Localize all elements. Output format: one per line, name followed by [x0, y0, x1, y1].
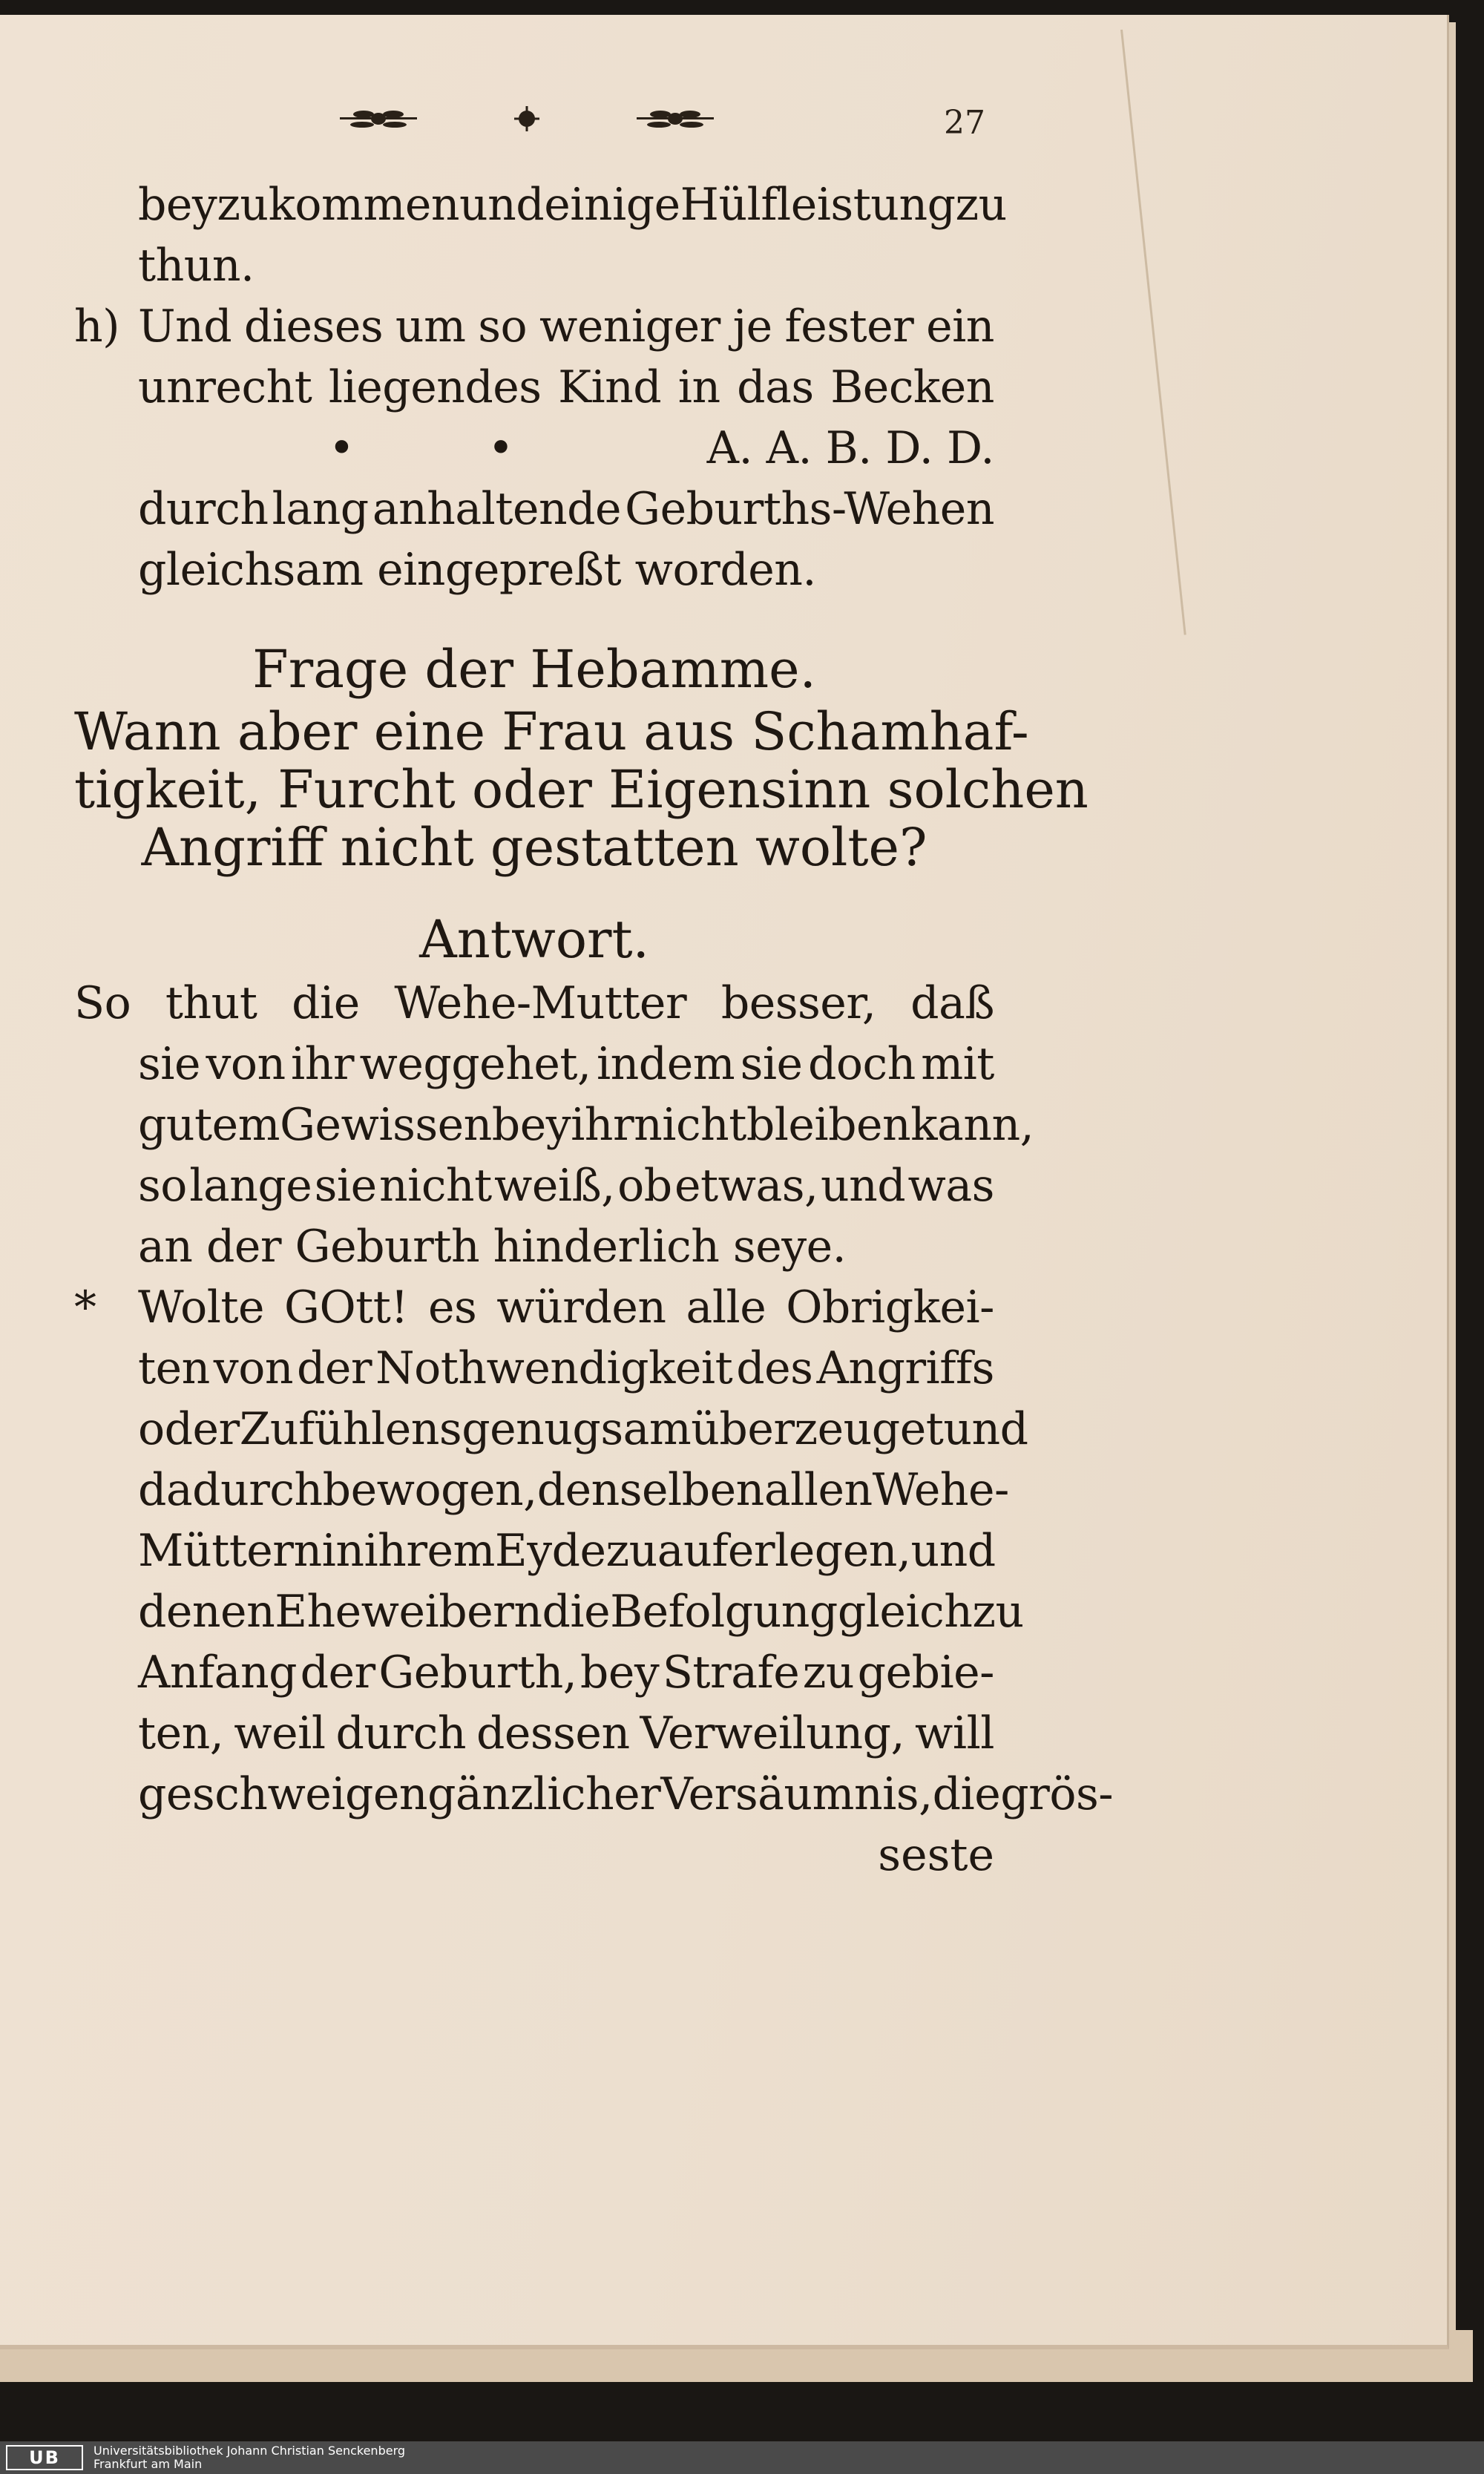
line-marker: h) [74, 301, 120, 352]
word: indem [596, 1038, 735, 1090]
word: was [907, 1160, 994, 1212]
answer-line-8 [74, 1399, 1028, 1460]
word: Becken [830, 361, 994, 413]
line-text [138, 479, 994, 539]
line-text [138, 1034, 994, 1095]
word: will [915, 1707, 994, 1759]
line-text: thun. [138, 240, 255, 292]
word: und [910, 1525, 996, 1577]
word: gebie- [857, 1647, 994, 1699]
word: lange [189, 1160, 312, 1212]
word: kann, [910, 1099, 1034, 1151]
library-footer [0, 2441, 1484, 2474]
word: in [677, 361, 720, 413]
line-text [138, 296, 994, 357]
answer-line-10 [74, 1520, 994, 1581]
word: in [321, 1525, 364, 1577]
word: durch [335, 1707, 466, 1759]
word: und [459, 179, 545, 231]
continuation-line-1 [74, 174, 1007, 235]
word: Obrigkei- [786, 1282, 994, 1333]
word: Angriffs [816, 1342, 994, 1394]
word: Eyde [494, 1525, 606, 1577]
word: sie [740, 1038, 803, 1090]
word: und [943, 1403, 1028, 1455]
word: doch [808, 1038, 916, 1090]
word: ihr [571, 1099, 634, 1151]
word: Wehe- [872, 1464, 1009, 1516]
word: gleich [837, 1586, 973, 1638]
page-number: 27 [944, 104, 985, 142]
continuation2-line-1 [74, 479, 994, 539]
answer-line-1 [74, 973, 994, 1034]
word: etwas, [674, 1160, 818, 1212]
answer-heading: Antwort. [419, 909, 649, 970]
word: Müttern [138, 1525, 322, 1577]
answer-line-11 [74, 1581, 1024, 1642]
word: Und [138, 301, 232, 352]
question-line-2 [74, 759, 1089, 820]
word: geschweigen [138, 1768, 428, 1820]
header-ornament [334, 96, 720, 141]
word: gänzlicher [427, 1768, 661, 1820]
abbreviation-line [74, 418, 994, 479]
footer-line-2: Frankfurt am Main [93, 2457, 203, 2471]
line-text [138, 1460, 1009, 1520]
word: bleiben [746, 1099, 911, 1151]
word: so [138, 1160, 187, 1212]
word: Wehe-Mutter [394, 977, 687, 1029]
answer-line-9 [74, 1460, 1009, 1520]
question-text [74, 701, 1089, 878]
word: Verweilung, [640, 1707, 905, 1759]
word: ten, [138, 1707, 224, 1759]
word: Hülfleistung [680, 179, 956, 231]
dots-glyphs: • • [328, 422, 574, 474]
answer-line-6 [74, 1277, 994, 1338]
line-text [138, 1520, 994, 1581]
section-continuation-2 [74, 479, 994, 600]
word: der [300, 1647, 375, 1699]
word: besser, [720, 977, 876, 1029]
word: Nothwendigkeit [375, 1342, 733, 1394]
word: überzeuget [691, 1403, 944, 1455]
word: zu [802, 1647, 855, 1699]
line-text: tigkeit, Furcht oder Eigensinn solchen [74, 759, 1089, 820]
line-text [138, 1703, 994, 1764]
ornament-left-icon [334, 104, 423, 134]
word: sie [138, 1038, 200, 1090]
word: Versäumnis, [660, 1768, 933, 1820]
word: Gewissen [280, 1099, 492, 1151]
word: weiß, [494, 1160, 615, 1212]
word: von [213, 1342, 293, 1394]
line-text [138, 1399, 1028, 1460]
word: lang [272, 483, 369, 535]
footer-line-1: Universitätsbibliothek Johann Christian Senckenberg [93, 2444, 406, 2458]
word: ein [926, 301, 994, 352]
word: So [74, 977, 131, 1029]
word: sie [314, 1160, 377, 1212]
abbreviation-text: A. A. B. D. D. [706, 422, 994, 474]
word: unrecht [138, 361, 312, 413]
page-crease [1120, 30, 1186, 635]
word: die [292, 977, 360, 1029]
continuation2-line-2 [74, 539, 994, 600]
word: Befolgung [610, 1586, 838, 1638]
question-line-1 [74, 701, 1029, 762]
word: von [206, 1038, 286, 1090]
answer-line-12 [74, 1642, 994, 1703]
word: ob [617, 1160, 672, 1212]
question-heading: Frage der Hebamme. [252, 639, 816, 700]
word: dieses [243, 301, 384, 352]
word: es [427, 1282, 477, 1333]
answer-line-14 [74, 1764, 1114, 1825]
question-line-3 [74, 818, 994, 876]
line-text [138, 357, 994, 418]
word: liegendes [328, 361, 542, 413]
line-text: Wann aber eine Frau aus Schamhaf- [74, 701, 1029, 762]
catchword: seste [878, 1829, 994, 1881]
word: nicht [378, 1160, 492, 1212]
word: die [932, 1768, 1001, 1820]
word: Geburth, [378, 1647, 577, 1699]
book-page [0, 15, 1449, 2349]
line-text: an der Geburth hinderlich seye. [138, 1221, 847, 1273]
word: bey [491, 1099, 571, 1151]
word: allen [764, 1464, 873, 1516]
word: Zufühlens [239, 1403, 462, 1455]
line-text [138, 174, 1007, 235]
word: ihr [291, 1038, 355, 1090]
word: würden [496, 1282, 666, 1333]
continuation-line-3 [74, 296, 994, 357]
section-continuation [74, 174, 1007, 418]
line-text [138, 1764, 1114, 1825]
word: ihrem [364, 1525, 495, 1577]
answer-line-4 [74, 1155, 994, 1216]
answer-line-13 [74, 1703, 994, 1764]
answer-text [74, 973, 1114, 1825]
word: denen [138, 1586, 275, 1638]
word: GOtt! [284, 1282, 408, 1333]
word: weil [234, 1707, 326, 1759]
word: je [732, 301, 772, 352]
word: Wolte [138, 1282, 265, 1333]
word: des [736, 1342, 813, 1394]
line-text [138, 1277, 994, 1338]
body-text [74, 174, 1114, 1886]
word: alle [686, 1282, 766, 1333]
word: daß [910, 977, 994, 1029]
word: nicht [634, 1099, 746, 1151]
word: weniger [539, 301, 720, 352]
word: ten [138, 1342, 210, 1394]
ornament-right-icon [631, 104, 720, 134]
word: weggehet, [359, 1038, 591, 1090]
word: Geburths-Wehen [625, 483, 994, 535]
answer-line-2 [74, 1034, 994, 1095]
line-marker: * [74, 1282, 96, 1333]
word: thut [165, 977, 257, 1029]
word: beyzukommen [138, 179, 459, 231]
line-text [138, 1581, 1024, 1642]
word: zu [972, 1586, 1024, 1638]
word: grös- [1000, 1768, 1114, 1820]
word: zu [955, 179, 1007, 231]
word: oder [138, 1403, 240, 1455]
answer-line-5 [74, 1216, 994, 1277]
continuation-line-4 [74, 357, 994, 418]
word: denselben [536, 1464, 764, 1516]
word: und [820, 1160, 906, 1212]
word: der [297, 1342, 372, 1394]
answer-line-7 [74, 1338, 994, 1399]
line-text [138, 1155, 994, 1216]
word: genugsam [462, 1403, 692, 1455]
word: Anfang [138, 1647, 298, 1699]
ub-logo: UB [6, 2445, 83, 2470]
line-text: gleichsam eingepreßt worden. [138, 544, 816, 596]
word: das [737, 361, 814, 413]
word: gutem [138, 1099, 280, 1151]
word: durch [138, 483, 269, 535]
line-text [138, 1095, 1034, 1155]
word: fester [784, 301, 914, 352]
continuation-line-2 [74, 235, 994, 296]
word: einige [544, 179, 680, 231]
word: bewogen, [322, 1464, 537, 1516]
word: bey [580, 1647, 660, 1699]
word: so [478, 301, 528, 352]
line-text: Angriff nicht gestatten wolte? [141, 817, 928, 878]
line-text [138, 1642, 994, 1703]
word: anhaltende [372, 483, 622, 535]
word: die [542, 1586, 611, 1638]
word: Strafe [662, 1647, 800, 1699]
ornament-dot-icon [513, 105, 540, 132]
word: Eheweibern [275, 1586, 542, 1638]
word: um [395, 301, 466, 352]
word: Kind [558, 361, 662, 413]
line-text [138, 1338, 994, 1399]
word: auferlegen, [657, 1525, 911, 1577]
word: dessen [476, 1707, 630, 1759]
footer-text [93, 2444, 405, 2471]
word: mit [921, 1038, 994, 1090]
line-text [74, 973, 994, 1034]
answer-line-3 [74, 1095, 1034, 1155]
word: zu [605, 1525, 657, 1577]
word: dadurch [138, 1464, 323, 1516]
